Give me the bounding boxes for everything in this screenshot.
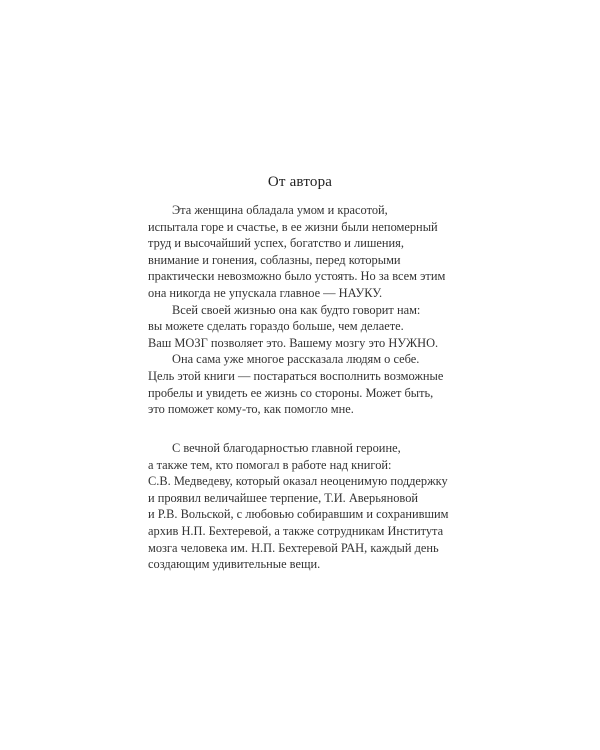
text-line: С вечной благодарностью главной героине, (172, 441, 401, 455)
text-line: испытала горе и счастье, в ее жизни были непомерный (148, 219, 438, 234)
text-line: архив Н.П. Бехтеревой, а также сотрудникам Института (148, 523, 444, 538)
text-line: пробелы и увидеть ее жизнь со стороны. Может быть, (148, 385, 434, 400)
acknowledgement-text (148, 440, 478, 573)
text-line: Эта женщина обладала умом и красотой, (172, 203, 388, 217)
text-line: внимание и гонения, соблазны, перед которыми (148, 252, 401, 267)
preface-text (148, 202, 478, 418)
text-line: это поможет кому-то, как помогло мне. (148, 402, 354, 417)
text-line: Всей своей жизнью она как будто говорит нам: (172, 302, 421, 317)
text-line: С.В. Медведеву, который оказал неоценимую поддержку (148, 474, 448, 489)
text-line: она никогда не упускала главное — НАУКУ. (148, 285, 383, 300)
text-line: Ваш МОЗГ позволяет это. Вашему мозгу это НУЖНО. (148, 335, 439, 350)
text-line: создающим удивительные вещи. (148, 557, 321, 572)
text-line: практически невозможно было устоять. Но за всем этим (148, 269, 446, 284)
text-line: труд и высочайший успех, богатство и лишения, (148, 236, 404, 251)
text-line: а также тем, кто помогал в работе над книгой: (148, 457, 392, 472)
text-line: мозга человека им. Н.П. Бехтеревой РАН, каждый день (148, 540, 439, 555)
text-line: и Р.В. Вольской, с любовью собиравшим и сохранившим (148, 507, 449, 522)
text-line: Цель этой книги — постараться восполнить возможные (148, 368, 444, 383)
text-line: и проявил величайшее терпение, Т.И. Аверьяновой (148, 490, 419, 505)
text-line: вы можете сделать гораздо больше, чем делаете. (148, 319, 404, 334)
text-line: Она сама уже многое рассказала людям о себе. (172, 352, 420, 367)
page-title: От автора (267, 174, 333, 190)
